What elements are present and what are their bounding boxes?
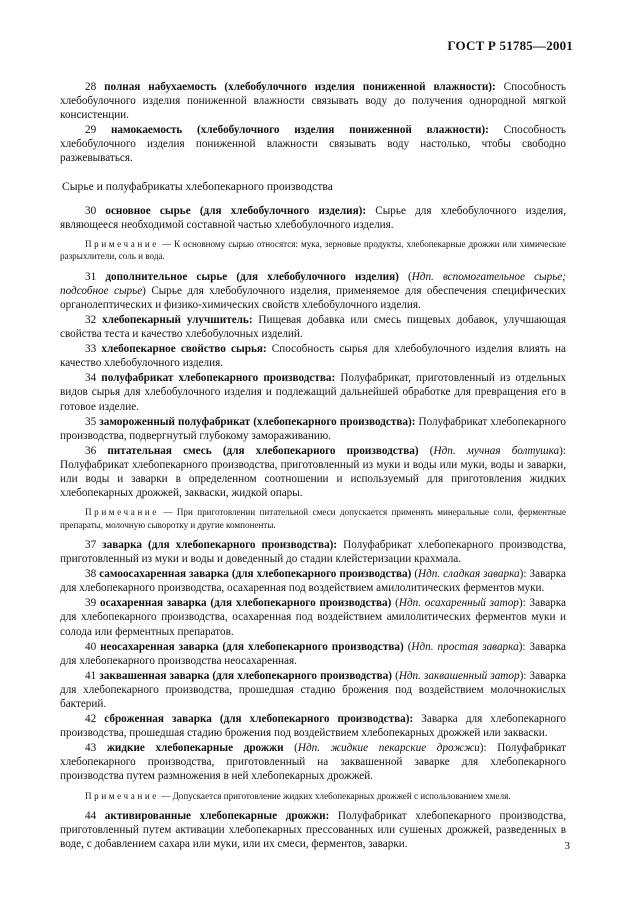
page-number: 3: [564, 840, 570, 852]
term-entry-40: 40 неосахаренная заварка (для хлебопекарного производства) (Ндп. простая заварка): Заварка для хлебопекарного производства неосахаренная.: [60, 640, 566, 667]
entry-deprecated-term: Ндп. мучная болтушка: [433, 444, 560, 457]
note: Примечание — К основному сырью относятся: мука, зерновые продукты, хлебопекарные дрожжи или химические разрыхлители, соль и вода.: [60, 238, 567, 262]
term-entry-41: 41 заквашенная заварка (для хлебопекарного производства) (Ндп. заквашенный затор): Заварка для хлебопекарного производства, прошедшая стадию брожения под воздействием молочнокислых бактерий.: [60, 669, 566, 710]
entry-term: неосахаренная заварка (для хлебопекарного производства): [100, 640, 404, 653]
entry-number: 29: [85, 124, 97, 137]
entry-term: самоосахаренная заварка (для хлебопекарного производства): [99, 568, 412, 581]
entry-number: 34: [85, 372, 97, 385]
note-text: Допускается приготовление жидких хлебопекарных дрожжей с использованием хмеля.: [172, 790, 511, 801]
term-entry-29: [60, 123, 566, 165]
entry-definition: Заварка для хлебопекарного производства, прошедшая стадию брожения под воздействием молочнокислых бактерий.: [60, 669, 566, 710]
entry-number: 36: [85, 444, 97, 457]
entry-definition: Заварка для хлебопекарного производства, прошедшая стадию брожения под воздействием хлебопекарных дрожжей или закваски.: [60, 713, 566, 740]
entry-term: полная набухаемость (хлебобулочного изделия пониженной влажности):: [104, 81, 496, 93]
entry-deprecated-term: Ндп. жидкие пекарские дрожжи: [297, 742, 480, 755]
entry-term: заварка (для хлебопекарного производства):: [102, 538, 338, 551]
note: Примечание — При приготовлении питательной смеси допускается применять минеральные соли, ферментные препараты, молочную сыворотку и другие компоненты.: [60, 507, 566, 530]
term-entry-28: [60, 80, 566, 122]
term-entry-31: 31 дополнительное сырье (для хлебобулочного изделия) (Ндп. вспомогательное сырье; подсобное сырье) Сырье для хлебобулочного изделия, применяемое для обеспечения специфических органолептических и физико-химических свойств хлебобулочного изделия.: [60, 270, 566, 311]
term-entry-35: [60, 415, 566, 443]
entry-definition: Полуфабрикат хлебопекарного производства, приготовленный путем активации хлебопекарных прессованных или сушеных дрожжей, разведенных в воде, с добавлением сахара или муки, или их смеси, ферментов, заварки.: [60, 809, 567, 851]
term-entry-39: 39 осахаренная заварка (для хлебопекарного производства) (Ндп. осахаренный затор): Заварка для хлебопекарного производства, осахаренная под воздействием амилолитических ферментов муки и солода или ферментных препаратов.: [60, 597, 566, 638]
entry-definition: Способность хлебобулочного изделия пониженной влажности связывать воду настолько, чтобы свободно разжевываться.: [60, 124, 567, 165]
entry-deprecated-term: Ндп. вспомогательное сырье; подсобное сырье: [60, 270, 566, 297]
entry-definition: Сырье для хлебобулочного изделия, являющееся необходимой составной частью хлебобулочного изделия.: [60, 204, 566, 231]
entry-deprecated-term: Ндп. простая заварка: [411, 640, 519, 653]
entry-number: 41: [85, 669, 97, 682]
entry-term: хлебопекарное свойство сырья:: [101, 343, 267, 356]
entry-definition: Способность сырья для хлебобулочного изделия влиять на качество хлебобулочного изделия.: [60, 343, 566, 370]
entry-number: 37: [85, 538, 97, 551]
entry-term: активированные хлебопекарные дрожжи:: [104, 809, 330, 822]
term-entry-36: 36 питательная смесь (для хлебопекарного производства) (Ндп. мучная болтушка): Полуфабрикат хлебопекарного производства, приготовленный из муки и воды или муки, воды и заварки, или воды и заварки в определенном соотношении и используемый для приготовления жидких хлебопекарных дрожжей, закваски, жидкой опары.: [60, 444, 566, 500]
term-entry-38: 38 самоосахаренная заварка (для хлебопекарного производства) (Ндп. сладкая заварка): Заварка для хлебопекарного производства, осахаренная под воздействием амилолитических ферментов муки.: [60, 568, 566, 595]
entry-term: жидкие хлебопекарные дрожжи: [106, 742, 284, 755]
entry-number: 35: [85, 415, 97, 428]
entry-number: 39: [85, 597, 97, 610]
entry-term: заквашенная заварка (для хлебопекарного производства): [99, 669, 392, 682]
entry-term: хлебопекарный улучшитель:: [102, 313, 253, 326]
entry-definition: Пищевая добавка или смесь пищевых добавок, улучшающая свойства теста и качество хлебобулочных изделий.: [60, 313, 566, 341]
entry-deprecated-term: Ндп. заквашенный затор: [398, 669, 520, 682]
section-heading: Сырье и полуфабрикаты хлебопекарного производства: [62, 179, 333, 193]
entry-definition: Полуфабрикат хлебопекарного производства, приготовленный из муки и воды и доведенный до стадии клейстеризации крахмала.: [60, 538, 567, 566]
term-entry-42: [60, 712, 566, 740]
document-body: [60, 80, 566, 852]
entry-number: 30: [85, 204, 97, 217]
entry-term: полуфабрикат хлебопекарного производства:: [101, 372, 336, 385]
entry-number: 38: [85, 568, 97, 581]
entry-deprecated-term: Ндп. сладкая заварка: [418, 568, 520, 581]
entry-definition: Заварка для хлебопекарного производства, осахаренная под воздействием амилолитических ферментов муки и солода или ферментных препаратов.: [60, 597, 566, 638]
entry-definition: Сырье для хлебобулочного изделия, применяемое для обеспечения специфических органолептических и физико-химических свойств хлебобулочного изделия.: [60, 284, 566, 311]
term-entry-43: 43 жидкие хлебопекарные дрожжи (Ндп. жидкие пекарские дрожжи): Полуфабрикат хлебопекарного производства, приготовленный на заквашенной заварке для хлебопекарного производства путем размножения в ней хлебопекарных дрожжей.: [60, 742, 566, 783]
term-entry-30: [60, 204, 566, 232]
entry-number: 28: [85, 81, 97, 93]
note: Примечание — Допускается приготовление жидких хлебопекарных дрожжей с использованием хмеля.: [85, 790, 511, 801]
entry-number: 40: [85, 640, 97, 653]
note-label: Примечание: [85, 238, 159, 249]
entry-definition: Полуфабрикат хлебопекарного производства, подвергнутый глубокому замораживанию.: [60, 415, 567, 442]
entry-number: 42: [85, 713, 97, 726]
entry-number: 44: [85, 809, 97, 822]
term-entry-34: [60, 371, 566, 413]
term-entry-44: [60, 809, 566, 851]
term-entry-32: [60, 313, 566, 341]
entry-term: основное сырье (для хлебобулочного изделия):: [105, 204, 367, 217]
entry-definition: Полуфабрикат, приготовленный из отдельных видов сырья для хлебобулочного изделия и подлежащий дальнейшей обработке для превращения его в готовое изделие.: [60, 372, 567, 413]
entry-number: 31: [85, 270, 97, 283]
note-text: При приготовлении питательной смеси допускается применять минеральные соли, ферментные препараты, молочную сыворотку и другие компоненты.: [60, 507, 566, 530]
entry-definition: Заварка для хлебопекарного производства, осахаренная под воздействием амилолитических ферментов муки.: [60, 568, 566, 595]
term-entry-37: [60, 538, 566, 566]
entry-number: 43: [85, 742, 97, 755]
note-label: Примечание: [85, 507, 159, 518]
entry-number: 32: [85, 313, 97, 326]
entry-definition: Полуфабрикат хлебопекарного производства, приготовленный на заквашенной заварке для хлебопекарного производства путем размножения в ней хлебопекарных дрожжей.: [60, 742, 566, 783]
entry-term: осахаренная заварка (для хлебопекарного производства): [99, 597, 392, 610]
entry-number: 33: [85, 343, 97, 356]
entry-term: намокаемость (хлебобулочного изделия пониженной влажности):: [110, 124, 489, 137]
entry-definition: Способность хлебобулочного изделия пониженной влажности связывать воду до получения однородной мягкой консистенции.: [60, 81, 567, 122]
entry-term: сброженная заварка (для хлебопекарного производства):: [104, 713, 414, 726]
standard-code: ГОСТ Р 51785—2001: [447, 38, 573, 53]
note-label: Примечание: [85, 790, 159, 801]
note-text: К основному сырью относятся: мука, зерновые продукты, хлебопекарные дрожжи или химические разрыхлители, соль и вода.: [60, 238, 567, 262]
entry-definition: Заварка для хлебопекарного производства неосахаренная.: [60, 640, 566, 667]
entry-term: замороженный полуфабрикат (хлебопекарного производства):: [99, 415, 416, 428]
entry-term: питательная смесь (для хлебопекарного производства): [107, 444, 419, 457]
term-entry-33: [60, 342, 566, 370]
entry-deprecated-term: Ндп. осахаренный затор: [398, 597, 519, 610]
entry-term: дополнительное сырье (для хлебобулочного изделия): [105, 270, 399, 283]
entry-definition: Полуфабрикат хлебопекарного производства, приготовленный из муки и воды или муки, воды и заварки, или воды и заварки в определенном соотношении и используемый для приготовления жидких хлебопекарных дрожжей, закваски, жидкой опары.: [60, 458, 566, 500]
